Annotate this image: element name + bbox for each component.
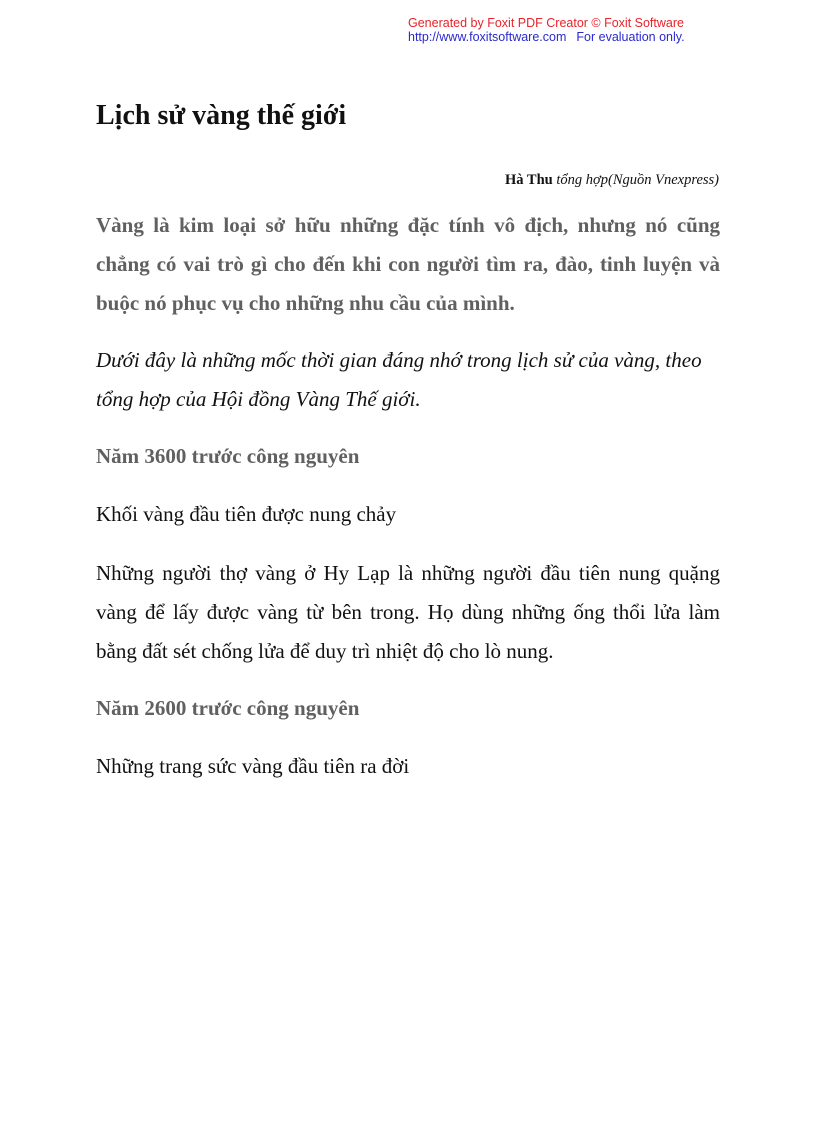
section-year-heading: Năm 3600 trước công nguyên xyxy=(96,444,360,468)
section-year-heading: Năm 2600 trước công nguyên xyxy=(96,696,360,720)
byline xyxy=(505,172,719,189)
watermark-note: For evaluation only. xyxy=(576,30,685,44)
watermark-url: http://www.foxitsoftware.com xyxy=(408,30,567,44)
article-title: Lịch sử vàng thế giới xyxy=(96,100,347,131)
foxit-watermark xyxy=(408,16,685,44)
watermark-generator-text: Generated by Foxit PDF Creator © Foxit Software xyxy=(408,16,684,30)
intro-paragraph: Dưới đây là những mốc thời gian đáng nhớ trong lịch sử của vàng, theo tổng hợp của Hội đồng Vàng Thế giới. xyxy=(96,348,702,411)
source-credit: tổng hợp(Nguồn Vnexpress) xyxy=(556,172,719,188)
author-name: Hà Thu xyxy=(505,172,553,188)
watermark-url-line xyxy=(408,30,685,44)
section-paragraph: Những người thợ vàng ở Hy Lạp là những người đầu tiên nung quặng vàng để lấy được vàng từ bên trong. Họ dùng những ống thổi lửa làm bằng đất sét chống lửa để duy trì nhiệt độ cho lò nung. xyxy=(96,561,720,663)
section-subheading: Khối vàng đầu tiên được nung chảy xyxy=(96,502,397,526)
article-body xyxy=(96,206,720,786)
lead-paragraph: Vàng là kim loại sở hữu những đặc tính vô địch, nhưng nó cũng chẳng có vai trò gì cho đến khi con người tìm ra, đào, tinh luyện và buộc nó phục vụ cho những nhu cầu của mình. xyxy=(96,213,720,315)
section-subheading: Những trang sức vàng đầu tiên ra đời xyxy=(96,754,410,778)
